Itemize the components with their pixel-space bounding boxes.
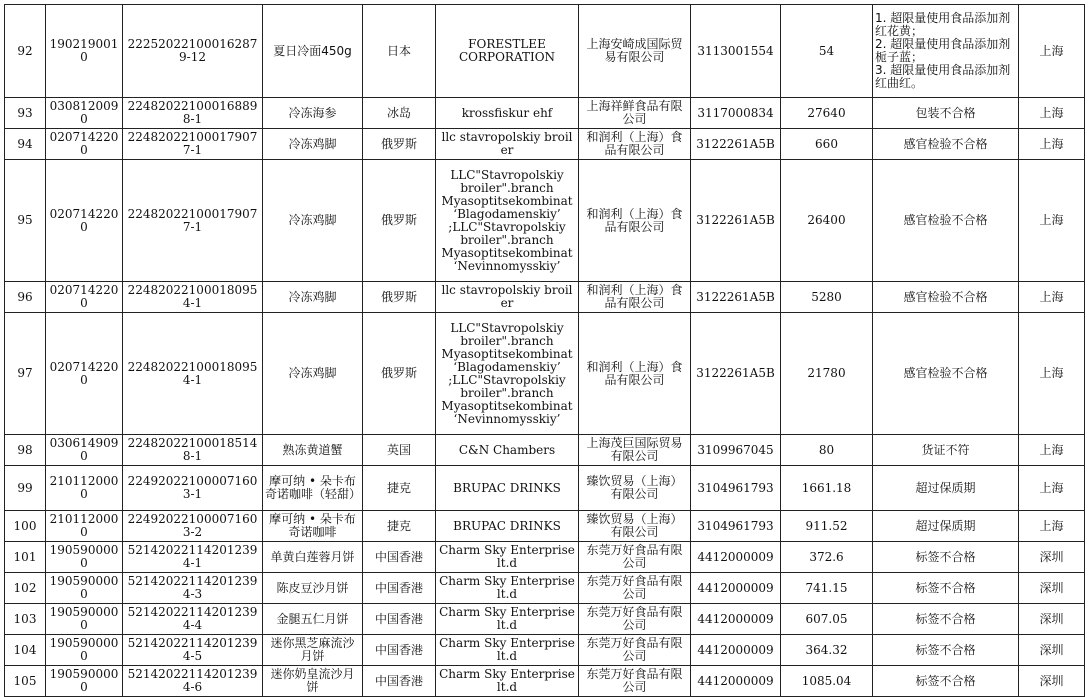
cell-producer: LLC"Stavropolskiy broiler".branch Myasoptitsekombinat ‘Blagodamenskiy’ ;LLC"Stavropolskiy broiler".branch Myasoptitsekombinat ‘Nevinnomysskiy’: [436, 313, 579, 435]
cell-port: 上海: [1019, 466, 1085, 511]
cell-importer-code: 4412000009: [691, 542, 781, 573]
cell-producer: BRUPAC DRINKS: [436, 511, 579, 542]
cell-origin: 捷克: [363, 511, 436, 542]
table-row: [5, 282, 1085, 313]
cell-port: 上海: [1019, 282, 1085, 313]
cell-hs-code: 0306149090: [46, 435, 123, 466]
cell-hs-code: 1905900000: [46, 573, 123, 604]
cell-declaration-number: 521420221142012394-5: [123, 635, 263, 666]
cell-row-number: 103: [5, 604, 46, 635]
cell-importer: 臻饮贸易（上海）有限公司: [579, 466, 691, 511]
cell-weight: 5280: [781, 282, 873, 313]
cell-producer: Charm Sky Enterprise lt.d: [436, 635, 579, 666]
cell-declaration-number: 224820221000179077-1: [123, 160, 263, 282]
cell-origin: 俄罗斯: [363, 313, 436, 435]
cell-declaration-number: 224820221000185148-1: [123, 435, 263, 466]
cell-row-number: 92: [5, 5, 46, 98]
cell-weight: 364.32: [781, 635, 873, 666]
cell-producer: LLC"Stavropolskiy broiler".branch Myasoptitsekombinat ‘Blagodamenskiy’ ;LLC"Stavropolskiy broiler".branch Myasoptitsekombinat ‘Nevinnomysskiy’: [436, 160, 579, 282]
table-row: [5, 542, 1085, 573]
cell-hs-code: 0308120090: [46, 98, 123, 129]
cell-producer: C&N Chambers: [436, 435, 579, 466]
cell-product-name: 冷冻鸡脚: [263, 129, 363, 160]
cell-reason: 感官检验不合格: [873, 313, 1019, 435]
cell-row-number: 105: [5, 666, 46, 697]
cell-product-name: 夏日冷面450g: [263, 5, 363, 98]
cell-reason: 感官检验不合格: [873, 160, 1019, 282]
cell-weight: 80: [781, 435, 873, 466]
cell-declaration-number: 224820221000179077-1: [123, 129, 263, 160]
cell-product-name: 摩可纳 • 朵卡布奇诺咖啡: [263, 511, 363, 542]
cell-declaration-number: 521420221142012394-3: [123, 573, 263, 604]
cell-origin: 中国香港: [363, 604, 436, 635]
cell-importer-code: 3104961793: [691, 511, 781, 542]
table-row: [5, 98, 1085, 129]
cell-hs-code: 1902190010: [46, 5, 123, 98]
cell-producer: Charm Sky Enterprise lt.d: [436, 542, 579, 573]
cell-importer-code: 3122261A5B: [691, 160, 781, 282]
cell-producer: BRUPAC DRINKS: [436, 466, 579, 511]
cell-declaration-number: 521420221142012394-6: [123, 666, 263, 697]
table-row: [5, 313, 1085, 435]
cell-port: 上海: [1019, 129, 1085, 160]
cell-importer: 东莞万好食品有限公司: [579, 573, 691, 604]
table-row: [5, 435, 1085, 466]
cell-origin: 中国香港: [363, 542, 436, 573]
cell-port: 上海: [1019, 5, 1085, 98]
cell-importer-code: 3122261A5B: [691, 313, 781, 435]
cell-hs-code: 1905900000: [46, 604, 123, 635]
cell-importer-code: 3113001554: [691, 5, 781, 98]
cell-weight: 27640: [781, 98, 873, 129]
cell-hs-code: 0207142200: [46, 129, 123, 160]
cell-importer: 上海茂巨国际贸易有限公司: [579, 435, 691, 466]
cell-weight: 741.15: [781, 573, 873, 604]
cell-reason: 标签不合格: [873, 542, 1019, 573]
cell-product-name: 冷冻鸡脚: [263, 282, 363, 313]
cell-origin: 英国: [363, 435, 436, 466]
cell-reason: 标签不合格: [873, 635, 1019, 666]
table-body: [5, 5, 1085, 697]
cell-product-name: 金腿五仁月饼: [263, 604, 363, 635]
cell-declaration-number: 224920221000071603-2: [123, 511, 263, 542]
cell-row-number: 98: [5, 435, 46, 466]
cell-importer: 东莞万好食品有限公司: [579, 604, 691, 635]
cell-row-number: 95: [5, 160, 46, 282]
cell-importer-code: 3104961793: [691, 466, 781, 511]
cell-hs-code: 0207142200: [46, 282, 123, 313]
cell-origin: 冰岛: [363, 98, 436, 129]
cell-hs-code: 1905900000: [46, 666, 123, 697]
cell-weight: 660: [781, 129, 873, 160]
cell-product-name: 陈皮豆沙月饼: [263, 573, 363, 604]
cell-product-name: 熟冻黄道蟹: [263, 435, 363, 466]
cell-reason: 超过保质期: [873, 511, 1019, 542]
cell-declaration-number: 224820221000168898-1: [123, 98, 263, 129]
table-row: [5, 635, 1085, 666]
cell-product-name: 单黄白莲蓉月饼: [263, 542, 363, 573]
cell-origin: 俄罗斯: [363, 282, 436, 313]
cell-product-name: 冷冻海参: [263, 98, 363, 129]
cell-reason: 包装不合格: [873, 98, 1019, 129]
cell-row-number: 104: [5, 635, 46, 666]
cell-declaration-number: 224820221000180954-1: [123, 282, 263, 313]
cell-row-number: 93: [5, 98, 46, 129]
cell-port: 上海: [1019, 511, 1085, 542]
cell-importer: 和润利（上海）食品有限公司: [579, 313, 691, 435]
cell-importer: 和润利（上海）食品有限公司: [579, 282, 691, 313]
cell-product-name: 迷你黑芝麻流沙月饼: [263, 635, 363, 666]
cell-weight: 21780: [781, 313, 873, 435]
cell-weight: 1661.18: [781, 466, 873, 511]
cell-producer: Charm Sky Enterprise lt.d: [436, 666, 579, 697]
cell-port: 深圳: [1019, 604, 1085, 635]
cell-weight: 1085.04: [781, 666, 873, 697]
cell-port: 深圳: [1019, 666, 1085, 697]
cell-origin: 俄罗斯: [363, 129, 436, 160]
cell-declaration-number: 222520221000162879-12: [123, 5, 263, 98]
cell-hs-code: 0207142200: [46, 160, 123, 282]
cell-reason: 货证不符: [873, 435, 1019, 466]
cell-importer-code: 3122261A5B: [691, 129, 781, 160]
table-row: [5, 511, 1085, 542]
cell-importer-code: 4412000009: [691, 666, 781, 697]
cell-port: 上海: [1019, 98, 1085, 129]
cell-product-name: 迷你奶皇流沙月饼: [263, 666, 363, 697]
cell-hs-code: 2101120000: [46, 511, 123, 542]
cell-producer: llc stavropolskiy broiler: [436, 129, 579, 160]
table-row: [5, 5, 1085, 98]
cell-reason: 1. 超限量使用食品添加剂红花黄； 2. 超限量使用食品添加剂栀子蓝； 3. 超限量使用食品添加剂红曲红。: [873, 5, 1019, 98]
cell-importer: 东莞万好食品有限公司: [579, 666, 691, 697]
cell-reason: 超过保质期: [873, 466, 1019, 511]
cell-producer: Charm Sky Enterprise lt.d: [436, 604, 579, 635]
cell-importer-code: 3117000834: [691, 98, 781, 129]
cell-reason: 感官检验不合格: [873, 129, 1019, 160]
cell-weight: 26400: [781, 160, 873, 282]
cell-importer-code: 4412000009: [691, 604, 781, 635]
cell-declaration-number: 224820221000180954-1: [123, 313, 263, 435]
cell-declaration-number: 521420221142012394-1: [123, 542, 263, 573]
table-row: [5, 666, 1085, 697]
cell-producer: krossfiskur ehf: [436, 98, 579, 129]
cell-hs-code: 2101120000: [46, 466, 123, 511]
cell-producer: llc stavropolskiy broiler: [436, 282, 579, 313]
cell-weight: 54: [781, 5, 873, 98]
cell-reason: 感官检验不合格: [873, 282, 1019, 313]
cell-product-name: 摩可纳 • 朵卡布奇诺咖啡（轻甜）: [263, 466, 363, 511]
cell-origin: 俄罗斯: [363, 160, 436, 282]
cell-origin: 捷克: [363, 466, 436, 511]
table-row: [5, 129, 1085, 160]
cell-product-name: 冷冻鸡脚: [263, 313, 363, 435]
cell-row-number: 96: [5, 282, 46, 313]
cell-hs-code: 0207142200: [46, 313, 123, 435]
cell-row-number: 101: [5, 542, 46, 573]
cell-importer-code: 4412000009: [691, 573, 781, 604]
cell-row-number: 102: [5, 573, 46, 604]
table-row: [5, 466, 1085, 511]
cell-producer: Charm Sky Enterprise lt.d: [436, 573, 579, 604]
cell-weight: 607.05: [781, 604, 873, 635]
table-row: [5, 573, 1085, 604]
cell-weight: 911.52: [781, 511, 873, 542]
cell-producer: FORESTLEE CORPORATION: [436, 5, 579, 98]
cell-port: 上海: [1019, 313, 1085, 435]
cell-importer-code: 4412000009: [691, 635, 781, 666]
cell-row-number: 94: [5, 129, 46, 160]
cell-reason: 标签不合格: [873, 666, 1019, 697]
cell-origin: 日本: [363, 5, 436, 98]
cell-product-name: 冷冻鸡脚: [263, 160, 363, 282]
cell-port: 深圳: [1019, 573, 1085, 604]
cell-port: 上海: [1019, 435, 1085, 466]
cell-importer: 和润利（上海）食品有限公司: [579, 129, 691, 160]
cell-declaration-number: 521420221142012394-4: [123, 604, 263, 635]
cell-origin: 中国香港: [363, 635, 436, 666]
cell-port: 上海: [1019, 160, 1085, 282]
cell-importer-code: 3122261A5B: [691, 282, 781, 313]
cell-importer: 东莞万好食品有限公司: [579, 542, 691, 573]
cell-importer: 东莞万好食品有限公司: [579, 635, 691, 666]
cell-importer: 上海祥鲜食品有限公司: [579, 98, 691, 129]
cell-importer: 臻饮贸易（上海）有限公司: [579, 511, 691, 542]
cell-importer: 上海安崎成国际贸易有限公司: [579, 5, 691, 98]
cell-importer: 和润利（上海）食品有限公司: [579, 160, 691, 282]
cell-hs-code: 1905900000: [46, 542, 123, 573]
cell-importer-code: 3109967045: [691, 435, 781, 466]
cell-reason: 标签不合格: [873, 604, 1019, 635]
cell-declaration-number: 224920221000071603-1: [123, 466, 263, 511]
cell-weight: 372.6: [781, 542, 873, 573]
cell-row-number: 99: [5, 466, 46, 511]
cell-origin: 中国香港: [363, 573, 436, 604]
cell-reason: 标签不合格: [873, 573, 1019, 604]
table-row: [5, 604, 1085, 635]
inspection-table: [4, 4, 1085, 697]
cell-hs-code: 1905900000: [46, 635, 123, 666]
cell-row-number: 97: [5, 313, 46, 435]
cell-port: 深圳: [1019, 542, 1085, 573]
cell-port: 深圳: [1019, 635, 1085, 666]
cell-row-number: 100: [5, 511, 46, 542]
cell-origin: 中国香港: [363, 666, 436, 697]
table-row: [5, 160, 1085, 282]
